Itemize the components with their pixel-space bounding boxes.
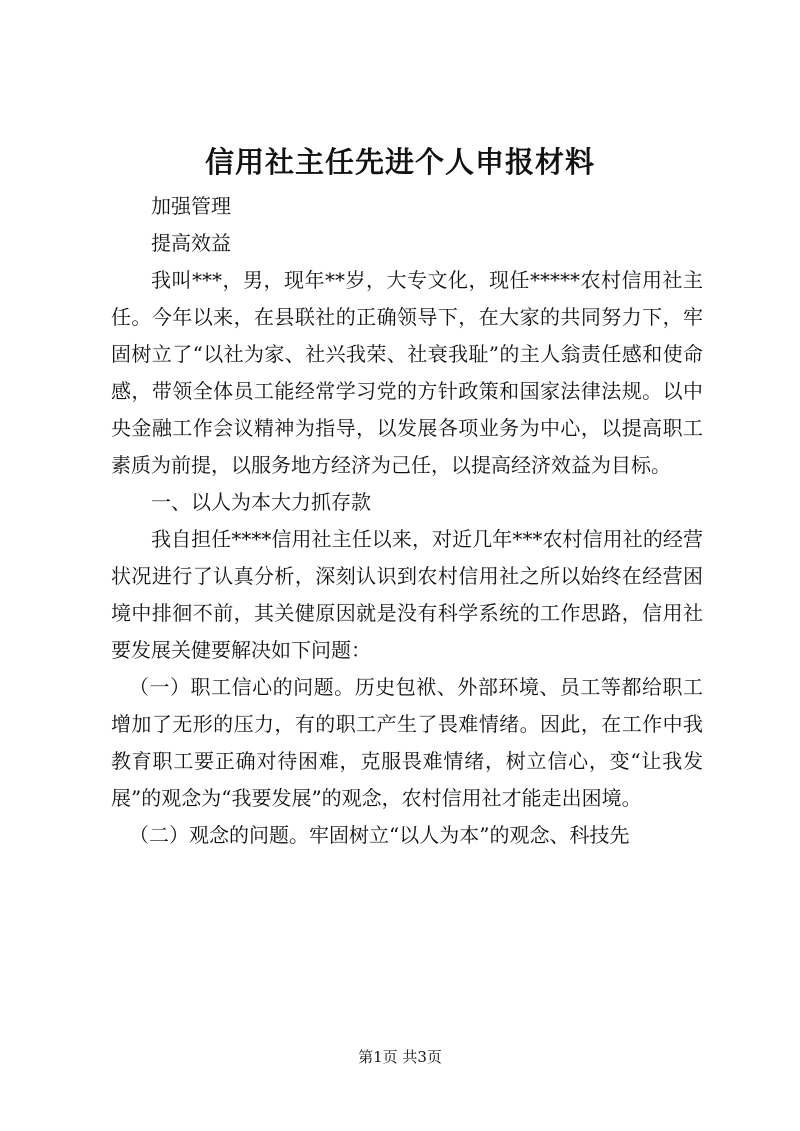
- heading-line-1: 加强管理: [151, 194, 231, 218]
- document-title: 信用社主任先进个人申报材料: [204, 145, 595, 179]
- heading-line-2: 提高效益: [151, 231, 231, 255]
- page-footer: 第1页 共3页: [358, 1048, 442, 1066]
- item-paragraph-1: （一）职工信心的问题。历史包袱、外部环境、员工等都给职工增加了无形的压力，有的职工产生了畏难情绪。因此，在工作中我教育职工要正确对待困难，克服畏难情绪，树立信心，变“让我发展”的观念为“我要发展”的观念，农村信用社才能走出困境。: [111, 675, 703, 810]
- intro-paragraph: 我叫***，男，现年**岁，大专文化，现任*****农村信用社主任。今年以来，在县联社的正确领导下，在大家的共同努力下，牢固树立了“以社为家、社兴我荣、社衰我耻”的主人翁责任感和使命感，带领全体员工能经常学习党的方针政策和国家法律法规。以中央金融工作会议精神为指导，以发展各项业务为中心，以提高职工素质为前提，以服务地方经济为己任，以提高经济效益为目标。: [111, 268, 703, 477]
- document-body: [111, 188, 703, 854]
- item-paragraph-2: （二）观念的问题。牢固树立“以人为本”的观念、科技先: [129, 823, 630, 847]
- section-heading-1: 一、以人为本大力抓存款: [151, 490, 371, 514]
- body-paragraph: 我自担任****信用社主任以来，对近几年***农村信用社的经营状况进行了认真分析，深刻认识到农村信用社之所以始终在经营困境中排徊不前，其关健原因就是没有科学系统的工作思路，信用社要发展关健要解决如下问题：: [111, 527, 703, 662]
